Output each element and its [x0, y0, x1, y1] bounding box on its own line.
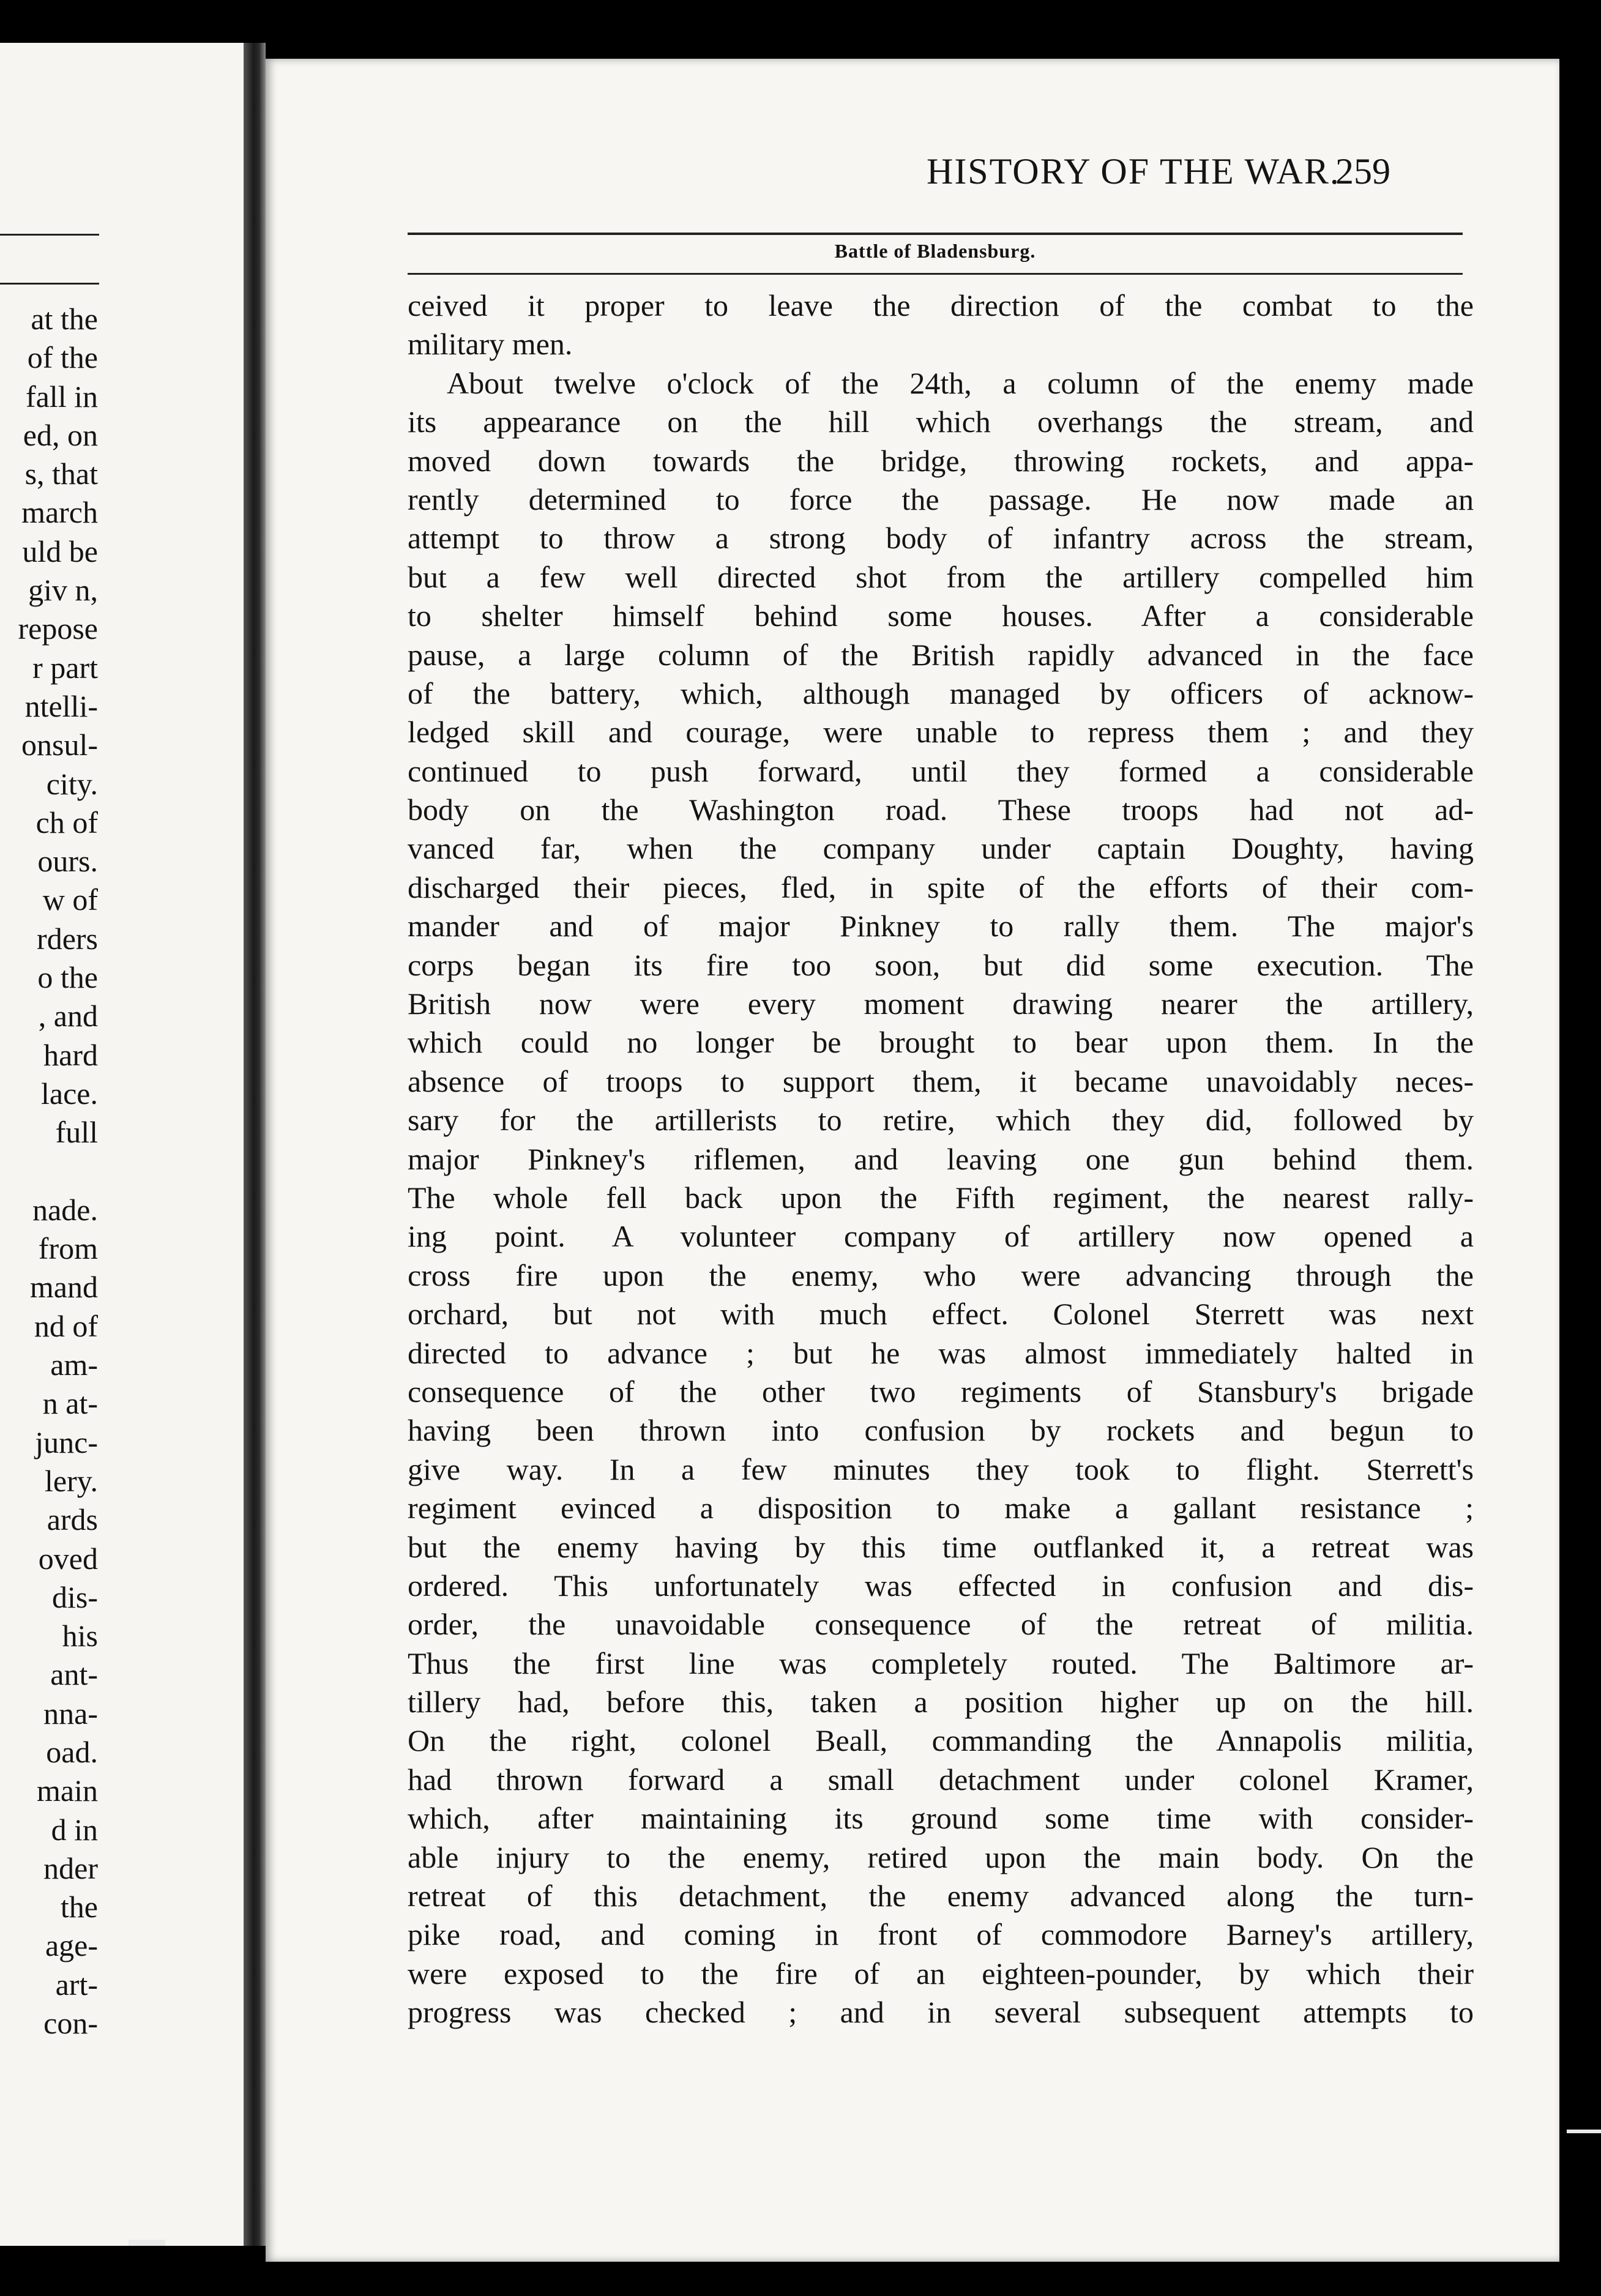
text-line: absence of troops to support them, it became unavoidably neces- [408, 1064, 1474, 1098]
left-page-line: nade. [32, 1192, 98, 1227]
text-line: consequence of the other two regiments of Stansbury's brigade [408, 1374, 1474, 1409]
text-line: military men. [408, 327, 573, 362]
text-line: orchard, but not with much effect. Colonel Sterrett was next [408, 1297, 1474, 1332]
left-page-line: hard [43, 1037, 98, 1072]
text-line: attempt to throw a strong body of infantry across the stream, [408, 521, 1474, 556]
text-line: The whole fell back upon the Fifth regiment, the nearest rally- [408, 1180, 1474, 1215]
running-title: HISTORY OF THE WAR. [927, 151, 1340, 192]
left-page-line: ours. [37, 844, 98, 879]
left-page-line: nna- [43, 1696, 98, 1731]
left-page-line: ch of [35, 805, 98, 840]
left-page-line: repose [18, 611, 98, 646]
body-text [408, 286, 1474, 2032]
subtitle-rule [408, 273, 1463, 275]
text-line: ledged skill and courage, were unable to repress them ; and they [408, 715, 1474, 750]
left-page-line: giv n, [28, 573, 98, 608]
left-page-line: nder [43, 1851, 98, 1885]
left-page-line: at the [31, 302, 98, 336]
text-line: cross fire upon the enemy, who were advancing through the [408, 1258, 1474, 1292]
left-page-line: nd of [34, 1308, 98, 1343]
text-line: progress was checked ; and in several subsequent attempts to [408, 1995, 1474, 2030]
left-page-line: r part [32, 650, 98, 685]
left-page-line: lace. [41, 1076, 98, 1111]
left-page-line: the [60, 1890, 98, 1925]
left-page-line: ards [47, 1502, 98, 1537]
text-line: ceived it proper to leave the direction of the combat to the [408, 288, 1474, 322]
left-page-line: mand [29, 1270, 98, 1305]
text-line: ing point. A volunteer company of artillery now opened a [408, 1219, 1474, 1254]
left-page-line: march [21, 495, 98, 530]
left-page-line: lery. [45, 1463, 98, 1498]
scan-artifact [1567, 2130, 1601, 2133]
header-rule [408, 233, 1463, 235]
main-page [266, 59, 1559, 2262]
text-line: were exposed to the fire of an eighteen-pounder, by which their [408, 1956, 1474, 1991]
left-page-line: oad. [46, 1734, 98, 1769]
text-line: continued to push forward, until they formed a considerable [408, 753, 1474, 788]
text-line: major Pinkney's riflemen, and leaving one gun behind them. [408, 1141, 1474, 1176]
text-line: had thrown forward a small detachment under colonel Kramer, [408, 1762, 1474, 1797]
left-page-line: of the [27, 340, 98, 375]
text-line: On the right, colonel Beall, commanding the Annapolis militia, [408, 1723, 1474, 1758]
text-line: About twelve o'clock of the 24th, a column of the enemy made [447, 365, 1474, 400]
text-line: moved down towards the bridge, throwing rockets, and appa- [408, 443, 1474, 478]
book-gutter [244, 43, 266, 2246]
text-line: body on the Washington road. These troops had not ad- [408, 792, 1474, 827]
left-page-line: d in [51, 1812, 98, 1847]
section-subtitle: Battle of Bladensburg. [834, 240, 1036, 262]
left-page-line: am- [50, 1347, 98, 1382]
left-page-line [0, 1152, 98, 1191]
left-page-line: main [37, 1773, 98, 1808]
text-line: its appearance on the hill which overhangs the stream, and [408, 404, 1474, 439]
left-page-text-fragments [0, 300, 98, 2043]
text-line: mander and of major Pinkney to rally them. The major's [408, 909, 1474, 944]
text-line: directed to advance ; but he was almost immediately halted in [408, 1335, 1474, 1370]
text-line: retreat of this detachment, the enemy advanced along the turn- [408, 1879, 1474, 1914]
text-line: of the battery, which, although managed by officers of acknow- [408, 676, 1474, 710]
text-line: tillery had, before this, taken a position higher up on the hill. [408, 1685, 1474, 1720]
text-line: ordered. This unfortunately was effected in confusion and dis- [408, 1568, 1474, 1603]
left-page-line: from [38, 1231, 98, 1266]
text-line: pause, a large column of the British rapidly advanced in the face [408, 637, 1474, 672]
left-page-line: onsul- [21, 728, 98, 762]
left-page-line: w of [42, 882, 98, 917]
text-line: rently determined to force the passage. He now made an [408, 482, 1474, 516]
text-line: give way. In a few minutes they took to flight. Sterrett's [408, 1452, 1474, 1486]
left-page-line: ntelli- [24, 688, 98, 723]
left-page-line: s, that [24, 457, 98, 491]
text-line: pike road, and coming in front of commodore Barney's artillery, [408, 1917, 1474, 1952]
left-page-line: art- [55, 1967, 98, 2002]
left-page-line: uld be [22, 534, 98, 568]
left-page-line: dis- [52, 1579, 98, 1614]
text-line: which could no longer be brought to bear upon them. In the [408, 1025, 1474, 1060]
text-line: vanced far, when the company under captain Doughty, having [408, 831, 1474, 866]
left-page-line: , and [38, 999, 98, 1034]
left-page-subheader-rule [0, 283, 99, 285]
text-line: sary for the artillerists to retire, which they did, followed by [408, 1103, 1474, 1138]
text-line: British now were every moment drawing nearer the artillery, [408, 986, 1474, 1021]
text-line: Thus the first line was completely routed. The Baltimore ar- [408, 1646, 1474, 1680]
text-line: having been thrown into confusion by rockets and begun to [408, 1413, 1474, 1448]
left-page-line: age- [45, 1928, 98, 1963]
page-number: 259 [1335, 151, 1390, 192]
left-page-line: ant- [50, 1657, 98, 1692]
left-page-header-rule [0, 234, 99, 236]
text-line: which, after maintaining its ground some time with consider- [408, 1801, 1474, 1836]
left-page-line: oved [38, 1541, 98, 1576]
text-line: but a few well directed shot from the artillery compelled him [408, 559, 1474, 594]
left-page-line: ed, on [23, 417, 98, 452]
text-line: able injury to the enemy, retired upon the main body. On the [408, 1839, 1474, 1874]
scan-artifact [129, 2240, 165, 2246]
left-page-line: his [62, 1619, 98, 1653]
left-page-line: full [55, 1115, 98, 1150]
left-page-line: o the [37, 960, 98, 995]
left-page-line: fall in [25, 379, 98, 414]
left-page-line: con- [43, 2006, 98, 2041]
text-line: order, the unavoidable consequence of the retreat of militia. [408, 1607, 1474, 1642]
left-page-line: city. [46, 766, 98, 801]
text-line: but the enemy having by this time outflanked it, a retreat was [408, 1529, 1474, 1564]
facing-page-left [0, 43, 244, 2246]
left-page-line: junc- [35, 1425, 98, 1459]
left-page-line: rders [37, 921, 98, 956]
text-line: corps began its fire too soon, but did some execution. The [408, 947, 1474, 982]
text-line: to shelter himself behind some houses. After a considerable [408, 598, 1474, 633]
left-page-line: n at- [42, 1386, 98, 1421]
text-line: discharged their pieces, fled, in spite of the efforts of their com- [408, 870, 1474, 904]
text-line: regiment evinced a disposition to make a gallant resistance ; [408, 1491, 1474, 1526]
